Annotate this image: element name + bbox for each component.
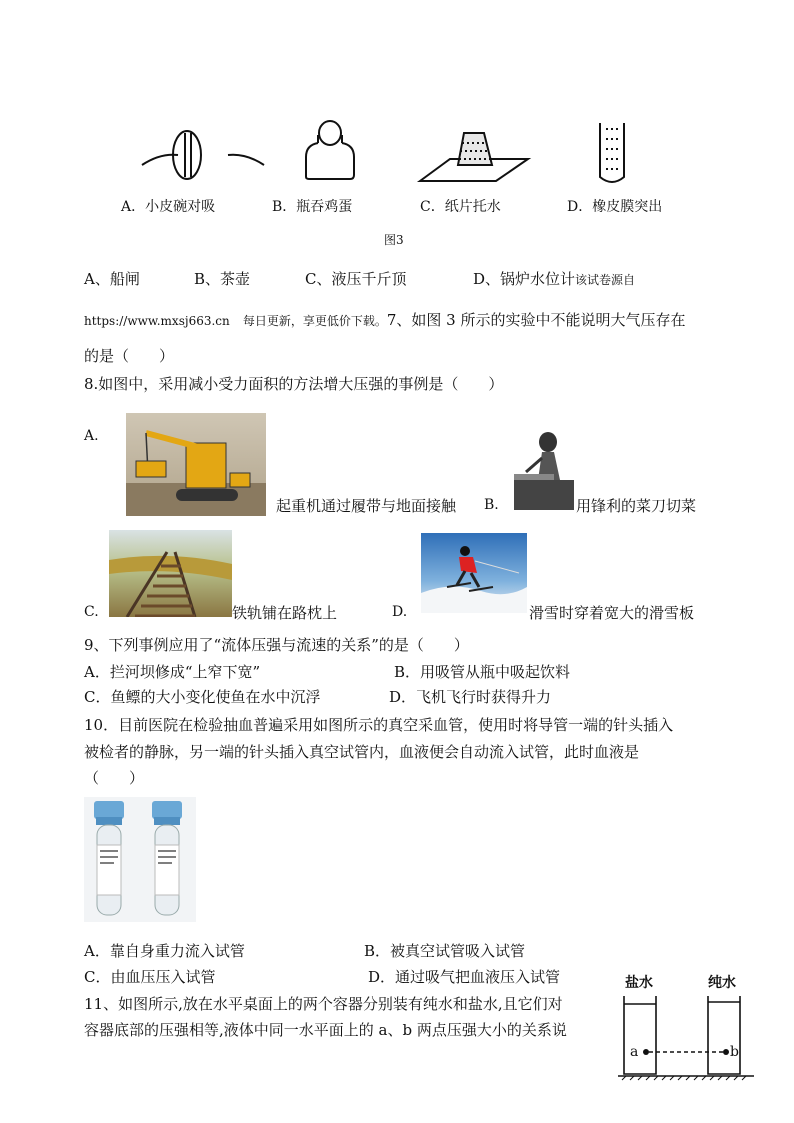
q10-option-a: A．靠自身重力流入试管	[84, 942, 245, 960]
rubber-film-tube-drawing	[600, 123, 624, 182]
question-10-line3: （ ）	[84, 769, 145, 787]
prev-option-c: C、液压千斤顶	[305, 270, 407, 288]
q9-option-c: C．鱼鳔的大小变化使鱼在水中沉浮	[84, 688, 321, 706]
figure-3-drawings	[130, 115, 690, 195]
containers-figure	[618, 990, 754, 1084]
q8-c-text: 铁轨铺在路枕上	[232, 604, 338, 622]
tube-right	[152, 801, 182, 915]
q9-option-b: B．用吸管从瓶中吸起饮料	[394, 663, 571, 681]
blood-collection-tubes-photo	[84, 797, 196, 922]
prev-option-a: A、船闸	[84, 270, 140, 288]
bottle-egg-drawing	[306, 121, 354, 179]
question-10-line1: 10．目前医院在检验抽血普遍采用如图所示的真空采血管，使用时将导管一端的针头插入	[84, 716, 674, 734]
q10-option-c: C．由血压压入试管	[84, 968, 216, 986]
railway-photo	[109, 530, 232, 617]
fig-label-salt-water: 盐水	[625, 975, 653, 991]
q8-c-letter: C.	[84, 604, 99, 620]
paper-water-cup-drawing	[420, 133, 528, 181]
question-9-stem: 9、下列事例应用了“流体压强与流速的关系”的是（ ）	[84, 636, 469, 654]
skier-photo	[421, 533, 527, 613]
q8-d-text: 滑雪时穿着宽大的滑雪板	[529, 604, 695, 622]
q10-option-d: D．通过吸气把血液压入试管	[368, 968, 561, 986]
watermark-url: https://www.mxsj663.cn	[84, 314, 230, 328]
q8-a-letter: A.	[84, 428, 99, 444]
tube-left	[94, 801, 124, 915]
suction-cup-drawing	[142, 131, 264, 179]
q9-option-d: D．飞机飞行时获得升力	[389, 688, 552, 706]
question-11-line1: 11、如图所示,放在水平桌面上的两个容器分别装有纯水和盐水,且它们对	[84, 995, 563, 1013]
question-7-line2: 的是（ ）	[84, 347, 175, 365]
q10-option-b: B．被真空试管吸入试管	[364, 942, 526, 960]
q8-b-letter: B.	[484, 497, 499, 513]
prev-option-b: B、茶壶	[194, 270, 251, 288]
fig3-option-d: D．橡皮膜突出	[567, 199, 663, 215]
fig-point-a: a	[630, 1044, 639, 1060]
fig-label-pure-water: 纯水	[708, 975, 736, 991]
question-7-line1: https://www.mxsj663.cn 每日更新，享更低价下载。7、如图 3 所示的实验中不能说明大气压存在	[84, 311, 686, 329]
prev-option-d: D、锅炉水位计该试卷源自	[473, 270, 636, 288]
watermark-slogan: 每日更新，享更低价下载。	[242, 314, 387, 328]
crane-photo	[126, 413, 266, 516]
watermark-source: 该试卷源自	[575, 273, 636, 287]
fig3-option-c: C．纸片托水	[420, 199, 501, 215]
chef-cutting-illustration	[512, 428, 574, 512]
fig3-option-a: A．小皮碗对吸	[121, 199, 216, 215]
question-10-line2: 被检者的静脉，另一端的针头插入真空试管内，血液便会自动流入试管，此时血液是	[84, 743, 640, 761]
q9-option-a: A．拦河坝修成“上窄下宽”	[84, 663, 261, 681]
fig3-caption: 图3	[384, 233, 404, 247]
q8-d-letter: D.	[392, 604, 408, 620]
question-8-stem: 8.如图中，采用减小受力面积的方法增大压强的事例是（ ）	[84, 375, 504, 393]
q8-b-text: 用锋利的菜刀切菜	[576, 497, 697, 515]
q8-a-text: 起重机通过履带与地面接触	[276, 497, 457, 515]
question-11-line2: 容器底部的压强相等,液体中同一水平面上的 a、b 两点压强大小的关系说	[84, 1021, 567, 1039]
fig3-option-b: B．瓶吞鸡蛋	[272, 199, 353, 215]
fig-point-b: b	[730, 1044, 739, 1060]
